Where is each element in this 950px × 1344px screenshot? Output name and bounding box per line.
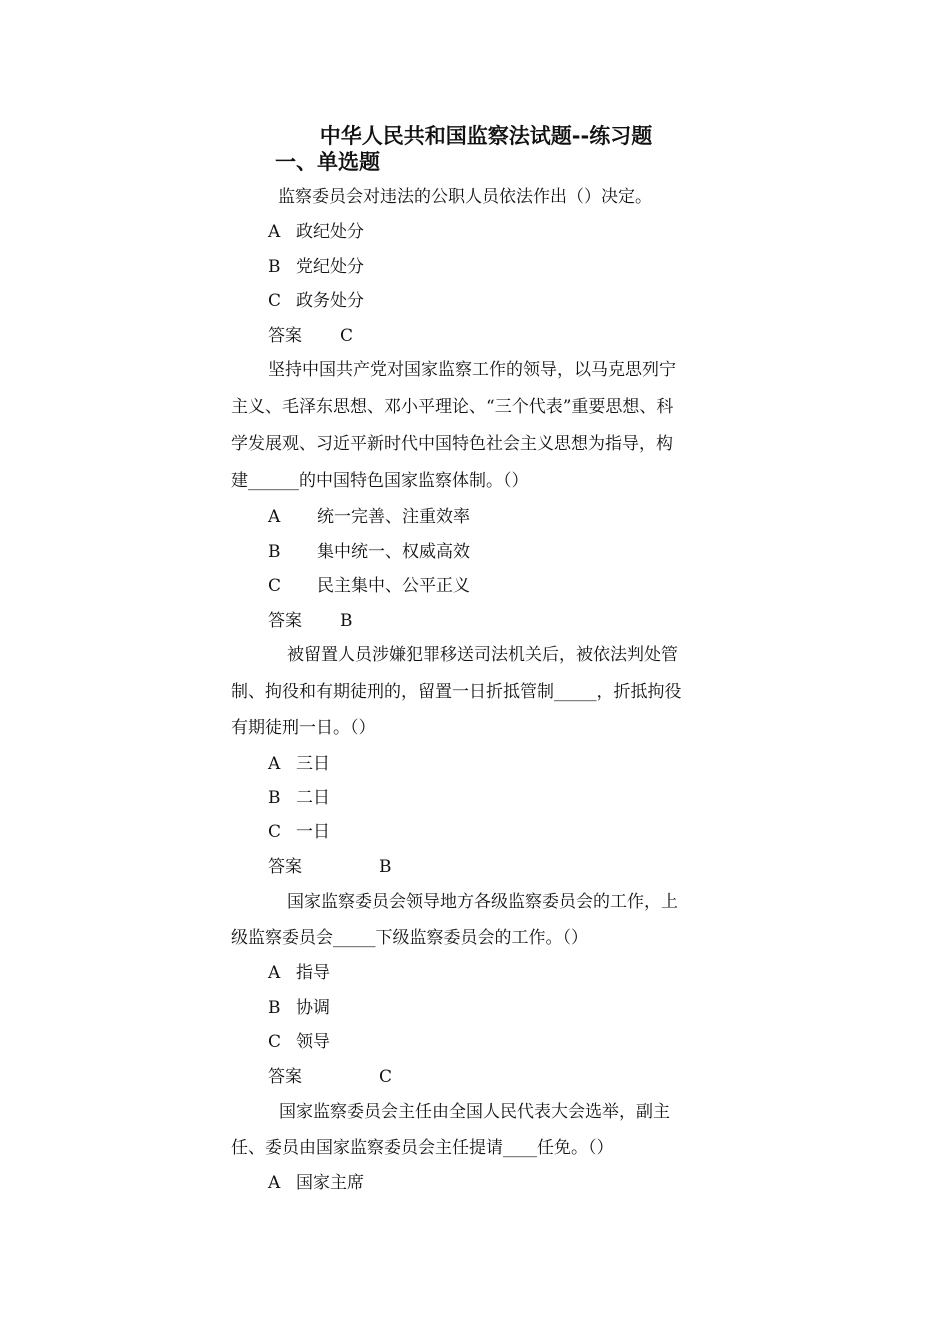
question-1-option-a: A 政纪处分 (268, 222, 364, 242)
question-2-text-line-1: 坚持中国共产党对国家监察工作的领导，以马克思列宁 (268, 360, 676, 380)
question-1-text: 监察委员会对违法的公职人员依法作出（）决定。 (278, 187, 652, 207)
question-2-answer: 答案 B (268, 611, 353, 631)
question-2-text-line-2: 主义、毛泽东思想、邓小平理论、“三个代表”重要思想、科 (231, 397, 674, 417)
question-3-text-line-1: 被留置人员涉嫌犯罪移送司法机关后，被依法判处管 (287, 645, 678, 665)
question-1-option-c: C 政务处分 (268, 291, 364, 311)
question-3-option-b: B 二日 (268, 788, 330, 808)
question-5-option-a: A 国家主席 (268, 1173, 364, 1193)
question-3-text-line-3: 有期徒刑一日。（） (231, 718, 376, 738)
section-heading: 一、单选题 (275, 150, 380, 174)
question-3-option-a: A 三日 (268, 754, 330, 774)
question-2-option-c: C 民主集中、公平正义 (268, 576, 470, 596)
question-4-answer: 答案 C (268, 1067, 393, 1087)
question-4-option-b: B 协调 (268, 998, 330, 1018)
question-5-text-line-2: 任、委员由国家监察委员会主任提请____任免。（） (231, 1138, 614, 1158)
question-4-text-line-2: 级监察委员会_____下级监察委员会的工作。（） (231, 928, 588, 948)
question-1-option-b: B 党纪处分 (268, 257, 364, 277)
question-4-text-line-1: 国家监察委员会领导地方各级监察委员会的工作，上 (287, 892, 678, 912)
question-5-text-line-1: 国家监察委员会主任由全国人民代表大会选举，副主 (279, 1102, 670, 1122)
question-4-option-c: C 领导 (268, 1032, 330, 1052)
document-title: 中华人民共和国监察法试题--练习题 (319, 124, 653, 148)
question-4-option-a: A 指导 (268, 963, 330, 983)
question-3-answer: 答案 B (268, 857, 392, 877)
question-3-text-line-2: 制、拘役和有期徒刑的，留置一日折抵管制_____，折抵拘役 (231, 682, 682, 702)
question-2-option-a: A 统一完善、注重效率 (268, 507, 470, 527)
question-1-answer: 答案 C (268, 326, 354, 346)
question-2-option-b: B 集中统一、权威高效 (268, 542, 470, 562)
question-2-text-line-4: 建______的中国特色国家监察体制。（） (231, 471, 529, 491)
question-3-option-c: C 一日 (268, 822, 330, 842)
question-2-text-line-3: 学发展观、习近平新时代中国特色社会主义思想为指导，构 (231, 434, 673, 454)
